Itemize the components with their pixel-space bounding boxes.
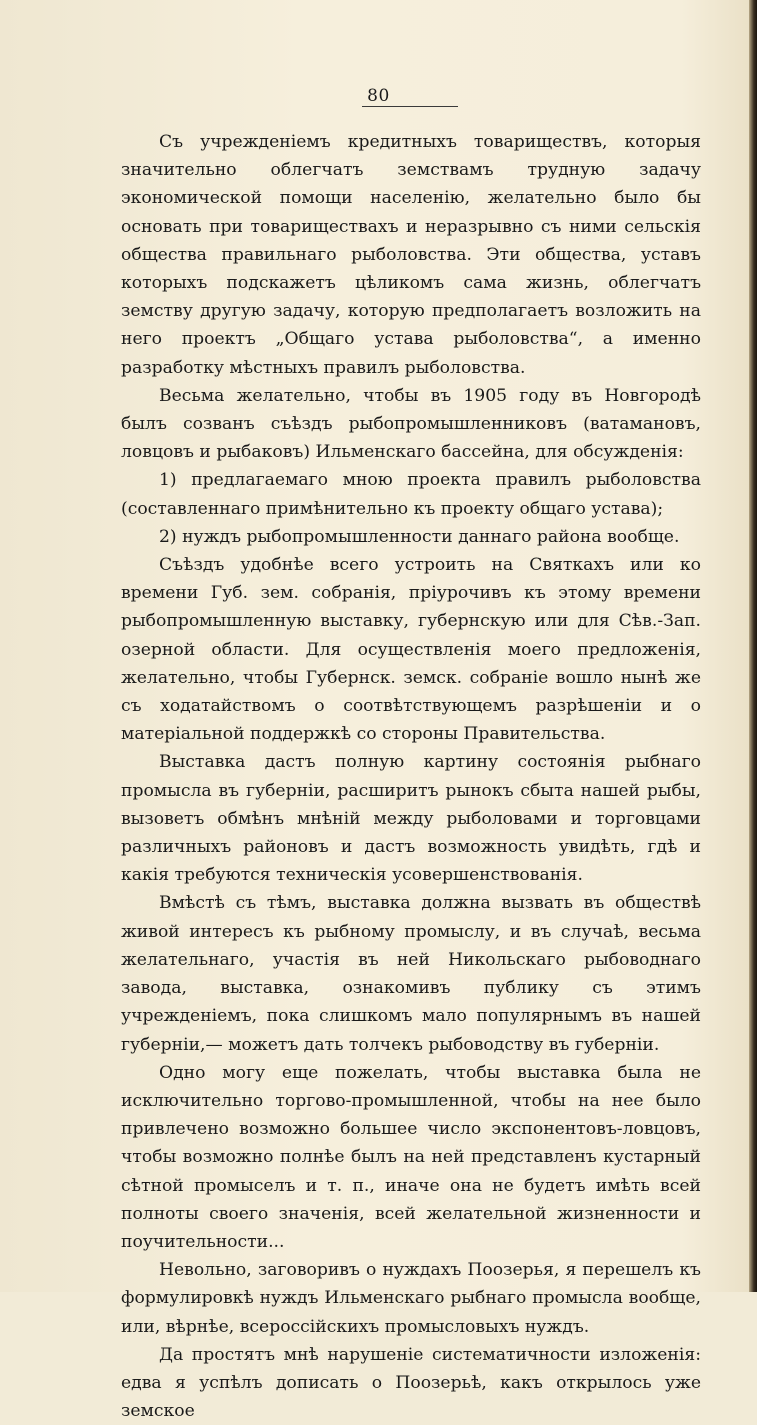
page-number-rule bbox=[362, 106, 458, 107]
paragraph-7: Вмѣстѣ съ тѣмъ, выставка должна вызвать въ обществѣ живой интересъ къ рыбному промыслу, и въ случаѣ, весьма желательнаго, участія въ ней Никольскаго рыбоводнаго завода, выставка, ознакомивъ публику съ этимъ учрежденіемъ, пока слишкомъ мало популярнымъ въ нашей губерніи,— можетъ дать толчекъ рыбоводству въ губерніи. bbox=[121, 893, 701, 1055]
paragraph-3: 1) предлагаемаго мною проекта правилъ рыболовства (составленнаго примѣнительно къ проекту общаго устава); bbox=[121, 470, 701, 519]
paragraph-5: Съѣздъ удобнѣе всего устроить на Святкахъ или ко времени Губ. зем. собранія, пріурочивъ къ этому времени рыбопромышленную выставку, губернскую или для Сѣв.-Зап. озерной области. Для осуществленія моего предложенія, желательно, чтобы Губернск. земск. собраніе вошло нынѣ же съ ходатайствомъ о соотвѣтствующемъ разрѣшеніи и о матеріальной поддержкѣ со стороны Правительства. bbox=[121, 555, 701, 745]
paragraph-2: Весьма желательно, чтобы въ 1905 году въ Новгородѣ былъ созванъ съѣздъ рыбопромышленниковъ (ватамановъ, ловцовъ и рыбаковъ) Ильменскаго бассейна, для обсужденія: bbox=[121, 385, 701, 463]
page-text-body bbox=[121, 128, 701, 1425]
paragraph-9: Невольно, заговоривъ о нуждахъ Поозерья, я перешелъ къ формулировкѣ нуждъ Ильменскаго рыбнаго промысла вообще, или, вѣрнѣе, всероссійскихъ промысловыхъ нуждъ. bbox=[121, 1260, 701, 1337]
page-number: 80 bbox=[367, 86, 390, 106]
paragraph-6: Выставка дастъ полную картину состоянія рыбнаго промысла въ губерніи, расширитъ рынокъ сбыта нашей рыбы, вызоветъ обмѣнъ мнѣній между рыболовами и торговцами различныхъ районовъ и дастъ возможность увидѣть, гдѣ и какія требуются техническія усовершенствованія. bbox=[121, 752, 701, 886]
paragraph-10: Да простятъ мнѣ нарушеніе систематичности изложенія: едва я успѣлъ дописать о Поозерьѣ, какъ открылось уже земское bbox=[121, 1344, 701, 1422]
book-binding-edge bbox=[749, 0, 757, 1292]
paragraph-8: Одно могу еще пожелать, чтобы выставка была не исключительно торгово-промышленной, чтобы на нее было привлечено возможно большее число экспонентовъ-ловцовъ, чтобы возможно полнѣе былъ на ней представленъ кустарный сѣтной промыселъ и т. п., иначе она не будетъ имѣть всей полноты своего значенія, всей желательной жизненности и поучительности... bbox=[121, 1062, 701, 1252]
paragraph-4: 2) нуждъ рыбопромышленности даннаго района вообще. bbox=[159, 526, 680, 547]
paragraph-1: Съ учрежденіемъ кредитныхъ товариществъ, которыя значительно облегчатъ земствамъ трудную задачу экономической помощи населенію, желательно было бы основать при товариществахъ и неразрывно съ ними сельскія общества правильнаго рыболовства. Эти общества, уставъ которыхъ подскажетъ цѣликомъ сама жизнь, облегчатъ земству другую задачу, которую предполагаетъ возложить на него проектъ „Общаго устава рыболовства“, а именно разработку мѣстныхъ правилъ рыболовства. bbox=[121, 132, 701, 378]
